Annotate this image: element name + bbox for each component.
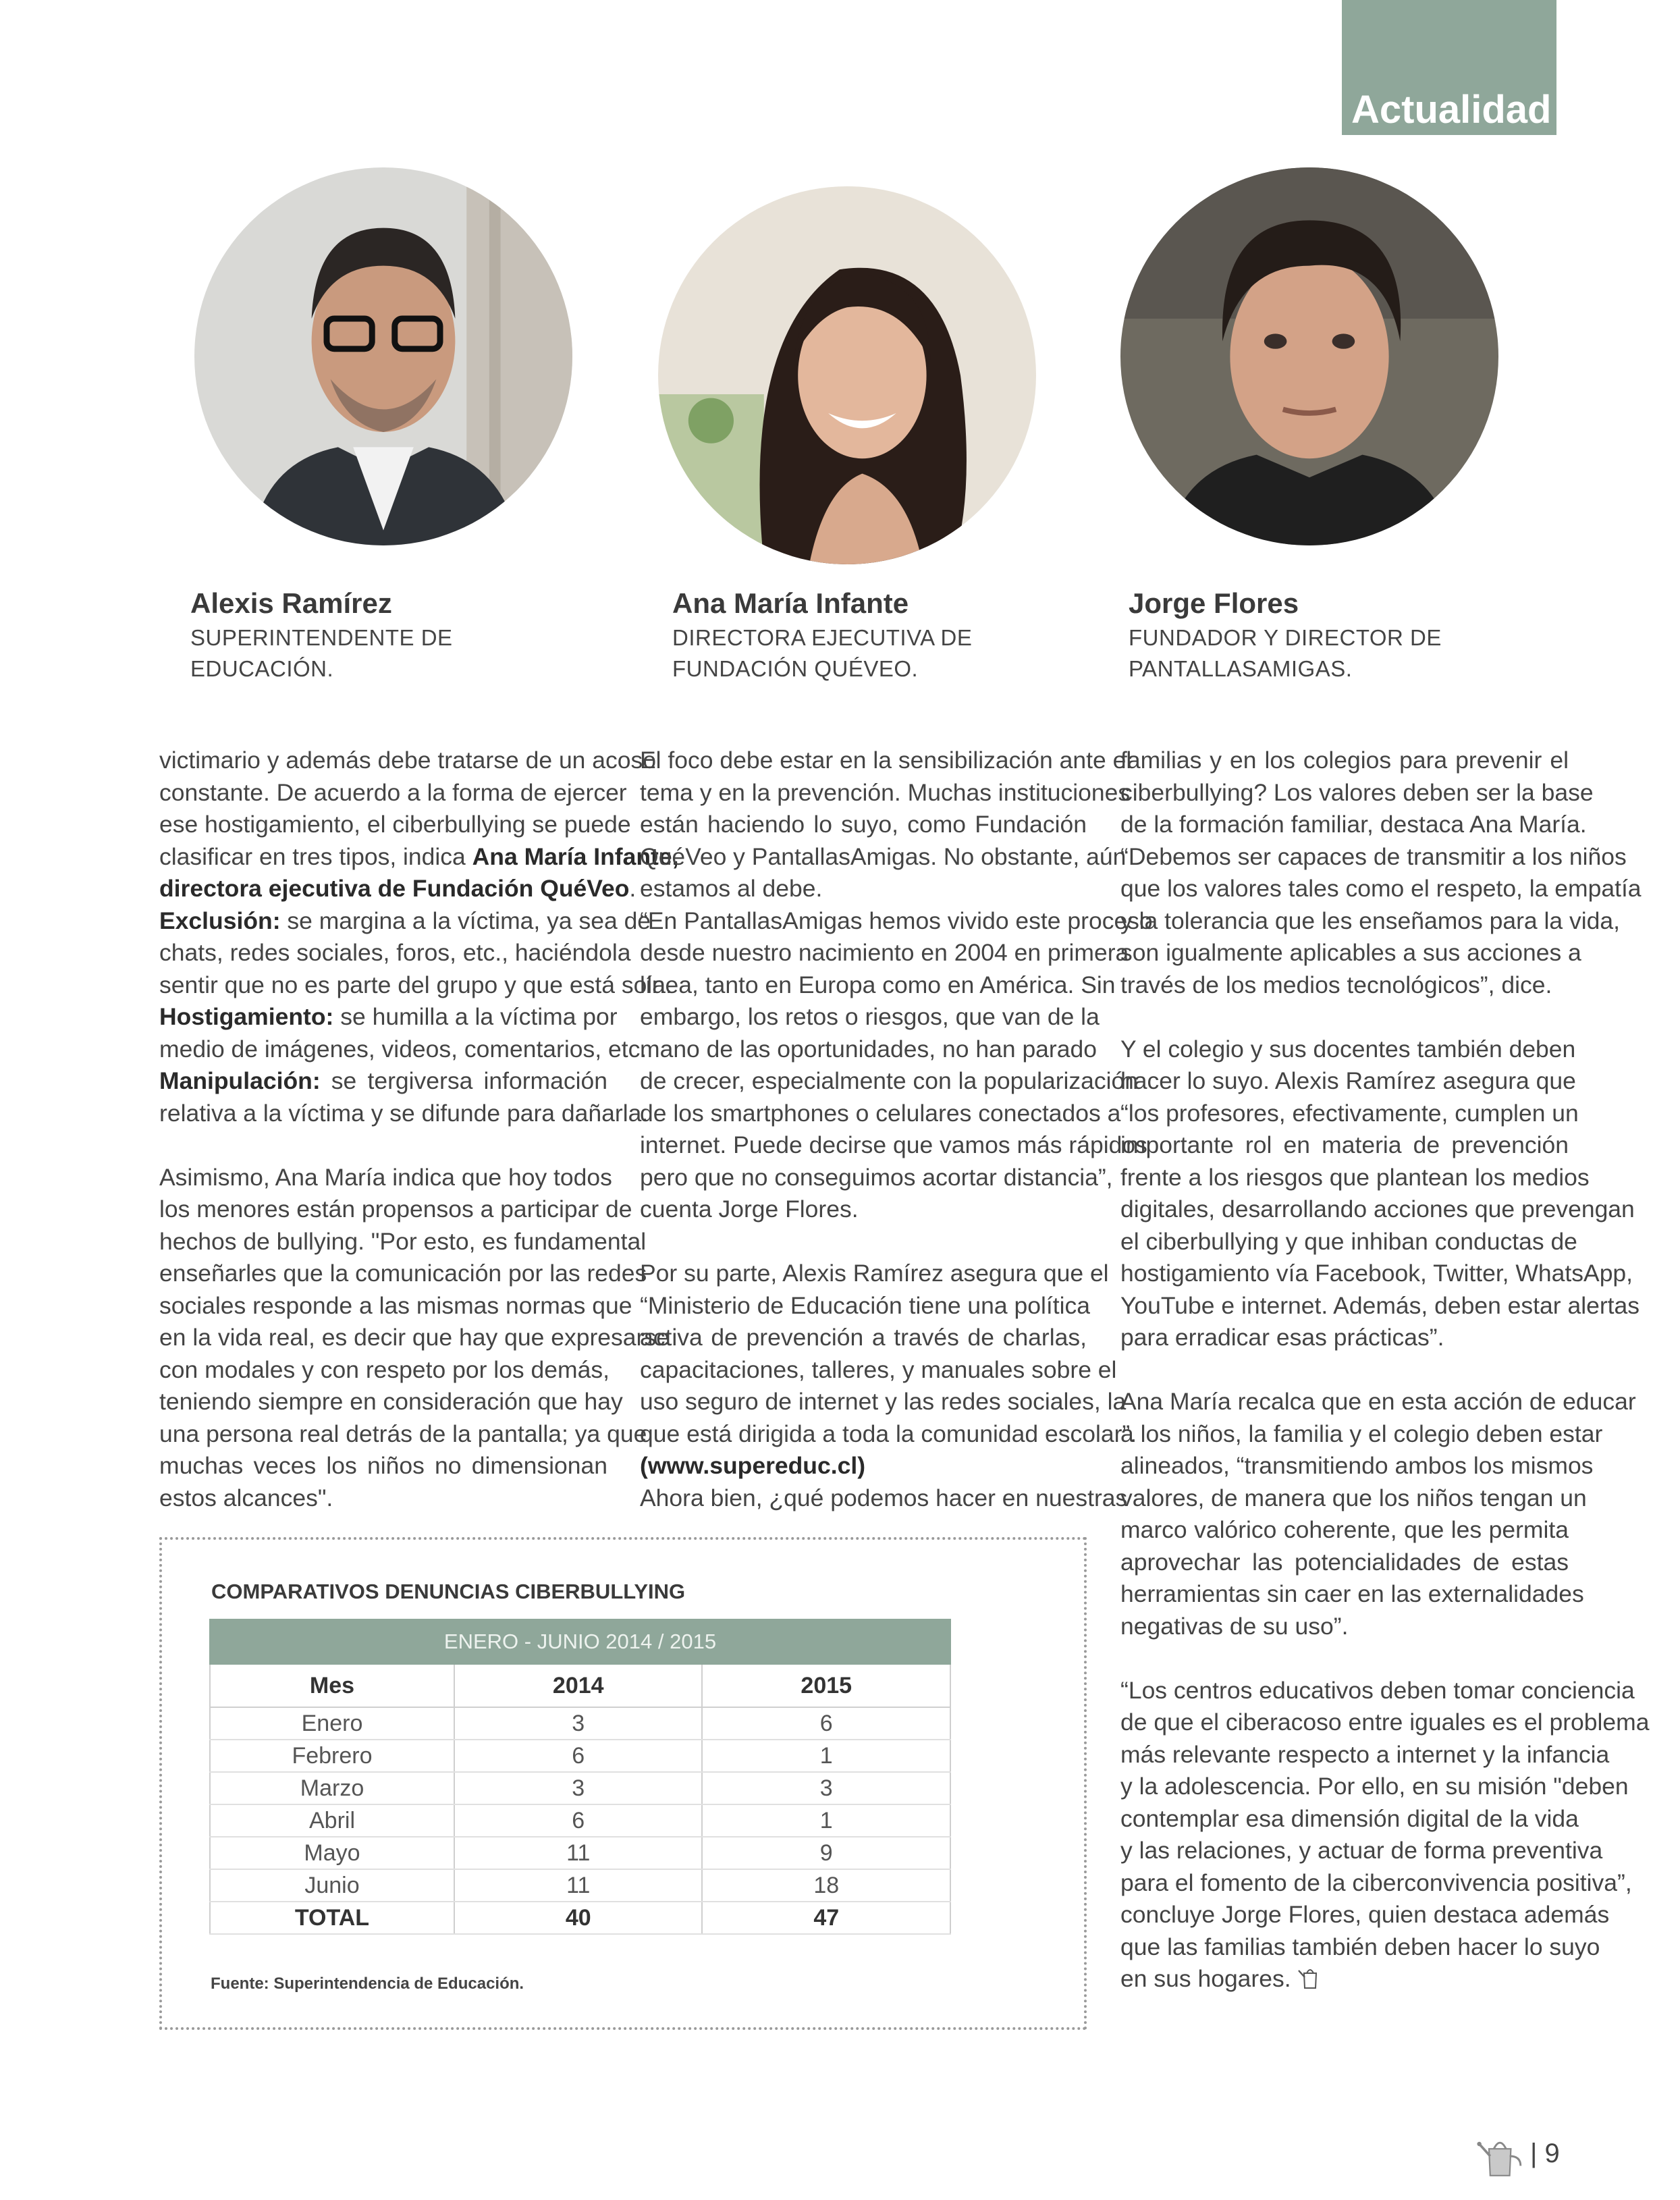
text-line xyxy=(640,1162,1113,1194)
page-number: | 9 xyxy=(1530,2139,1560,2168)
text-line xyxy=(159,969,672,1002)
text-run: a los niños, la familia y el colegio deben estar xyxy=(1120,1420,1603,1447)
text-run: alineados, “transmitiendo ambos los mismos xyxy=(1120,1452,1594,1479)
text-run: tema y en la prevención. Muchas instituciones xyxy=(640,778,1131,806)
text-line xyxy=(1120,1034,1576,1066)
person-role xyxy=(190,622,595,685)
text-line xyxy=(1120,809,1587,841)
text-run: cuenta Jorge Flores. xyxy=(640,1196,859,1223)
count-cell: 1 xyxy=(702,1740,950,1772)
text-run: contemplar esa dimensión digital de la vida xyxy=(1120,1804,1579,1832)
person-role-line: FUNDACIÓN QUÉVEO. xyxy=(672,656,919,681)
text-run: Ahora bien, ¿qué podemos hacer en nuestras xyxy=(640,1484,1128,1511)
text-run: valores, de manera que los niños tengan un xyxy=(1120,1484,1587,1511)
text-run: aprovechar las potencialidades de estas xyxy=(1120,1548,1569,1576)
person-role-line: SUPERINTENDENTE DE EDUCACIÓN. xyxy=(190,625,453,681)
text-line xyxy=(1120,1578,1584,1611)
text-run: los menores están propensos a participar de xyxy=(159,1196,632,1223)
text-run: concluye Jorge Flores, quien destaca además xyxy=(1120,1901,1610,1928)
text-run: YouTube e internet. Además, deben estar alertas xyxy=(1120,1291,1640,1319)
text-line xyxy=(1120,1611,1569,1643)
text-line xyxy=(640,937,1129,969)
count-cell: 1 xyxy=(702,1804,950,1837)
text-run: y la tolerancia que les enseñamos para la vida, xyxy=(1120,907,1621,934)
text-line xyxy=(1120,1450,1594,1482)
text-line xyxy=(640,809,1087,841)
text-run: hechos de bullying. "Por esto, es fundamental xyxy=(159,1227,647,1255)
person-name: Jorge Flores xyxy=(1129,587,1299,619)
text-line xyxy=(640,1450,1087,1482)
text-run: digitales, desarrollando acciones que prevengan xyxy=(1120,1196,1635,1223)
text-line xyxy=(640,873,1087,905)
person-role-line: DIRECTORA EJECUTIVA DE xyxy=(672,625,973,650)
text-run: internet. Puede decirse que vamos más rápidos xyxy=(640,1131,1147,1158)
table-row xyxy=(210,1740,950,1772)
table-row xyxy=(210,1772,950,1804)
text-line xyxy=(159,1418,647,1451)
text-line xyxy=(1120,1771,1629,1803)
text-line xyxy=(640,1322,1087,1354)
table-title: COMPARATIVOS DENUNCIAS CIBERBULLYING xyxy=(211,1580,686,1603)
text-line xyxy=(640,1098,1121,1130)
text-run: desde nuestro nacimiento en 2004 en primera xyxy=(640,939,1129,966)
person-role xyxy=(1129,622,1534,685)
text-line xyxy=(1120,1963,1569,1995)
text-run: importante rol en materia de prevención xyxy=(1120,1131,1569,1158)
text-run: hostigamiento vía Facebook, Twitter, WhatsApp, xyxy=(1120,1260,1633,1287)
text-line xyxy=(159,1226,647,1258)
person-role xyxy=(672,622,1077,685)
month-cell: Enero xyxy=(210,1707,454,1740)
text-line xyxy=(159,1386,623,1418)
table-subtitle: ENERO - JUNIO 2014 / 2015 xyxy=(209,1619,951,1665)
text-run: QuéVeo y PantallasAmigas. No obstante, aún xyxy=(640,842,1127,870)
month-cell: Febrero xyxy=(210,1740,454,1772)
text-line xyxy=(1120,1226,1577,1258)
text-line xyxy=(1120,777,1594,809)
count-cell: 3 xyxy=(454,1707,702,1740)
text-run: activa de prevención a través de charlas, xyxy=(640,1324,1087,1351)
text-run: con modales y con respeto por los demás, xyxy=(159,1356,609,1383)
text-run: el ciberbullying y que inhiban conductas de xyxy=(1120,1227,1577,1255)
text-run: una persona real detrás de la pantalla; ya que xyxy=(159,1420,647,1447)
text-line xyxy=(640,1193,1087,1226)
text-line xyxy=(1120,1418,1603,1451)
text-run: negativas de su uso”. xyxy=(1120,1612,1349,1640)
text-line xyxy=(640,745,1132,777)
count-cell: 18 xyxy=(702,1869,950,1902)
text-line xyxy=(640,1129,1147,1162)
text-run: de crecer, especialmente con la popularización xyxy=(640,1067,1139,1094)
bold-run: Ana María Infante, xyxy=(472,842,679,870)
text-run: familias y en los colegios para prevenir el xyxy=(1120,747,1569,774)
text-line xyxy=(159,1098,649,1130)
text-line xyxy=(159,873,636,905)
text-line xyxy=(1120,745,1569,777)
text-line xyxy=(640,1034,1097,1066)
bold-run: directora ejecutiva de Fundación QuéVeo xyxy=(159,875,630,902)
text-run: . xyxy=(629,875,636,902)
text-run: y la adolescencia. Por ello, en su misión "deben xyxy=(1120,1773,1629,1800)
portrait-jorge-flores xyxy=(1120,167,1498,545)
text-run: enseñarles que la comunicación por las redes xyxy=(159,1260,647,1287)
text-line xyxy=(1120,1193,1635,1226)
text-run: medio de imágenes, videos, comentarios, etc. xyxy=(159,1035,647,1063)
text-run: de los smartphones o celulares conectados a xyxy=(640,1099,1121,1127)
text-line xyxy=(159,1450,607,1482)
text-line xyxy=(1120,1707,1650,1739)
text-line xyxy=(1120,1098,1579,1130)
table-row xyxy=(210,1804,950,1837)
text-line xyxy=(640,969,1116,1002)
text-line xyxy=(159,1322,670,1354)
text-line xyxy=(1120,1065,1576,1098)
text-run: frente a los riesgos que plantean los medios xyxy=(1120,1163,1590,1191)
paragraph-gap xyxy=(640,1226,1087,1258)
text-run: embargo, los retos o riesgos, que van de la xyxy=(640,1003,1100,1030)
text-line xyxy=(159,1162,612,1194)
text-line xyxy=(640,1001,1100,1034)
text-line xyxy=(640,905,1153,938)
text-line xyxy=(159,777,627,809)
text-run: uso seguro de internet y las redes sociales, la xyxy=(640,1388,1127,1415)
text-run: más relevante respecto a internet y la infancia xyxy=(1120,1740,1610,1768)
end-mark-watering-can-icon xyxy=(1297,1965,1324,1992)
text-run: sociales responde a las mismas normas que xyxy=(159,1291,632,1319)
text-line xyxy=(1120,1258,1633,1290)
text-run: estamos al debe. xyxy=(640,875,823,902)
text-run: de la formación familiar, destaca Ana María. xyxy=(1120,811,1587,838)
text-run: Asimismo, Ana María indica que hoy todos xyxy=(159,1163,612,1191)
complaints-table xyxy=(209,1665,951,1935)
header-2015: 2015 xyxy=(702,1665,950,1707)
text-line xyxy=(159,1001,618,1034)
text-line xyxy=(159,1193,632,1226)
text-run: ciberbullying? Los valores deben ser la base xyxy=(1120,778,1594,806)
text-line xyxy=(640,1482,1128,1515)
text-line xyxy=(1120,1322,1569,1354)
text-run: victimario y además debe tratarse de un acoso xyxy=(159,747,657,774)
text-run: muchas veces los niños no dimensionan xyxy=(159,1452,607,1479)
text-run: en sus hogares. xyxy=(1120,1965,1298,1992)
text-run: que los valores tales como el respeto, la empatía xyxy=(1120,875,1642,902)
text-run: se tergiversa información xyxy=(320,1067,607,1094)
bold-run: Exclusión: xyxy=(159,907,281,934)
month-cell: Marzo xyxy=(210,1772,454,1804)
person-name: Alexis Ramírez xyxy=(190,587,392,619)
bold-run: Hostigamiento: xyxy=(159,1003,334,1030)
header-2014: 2014 xyxy=(454,1665,702,1707)
text-line xyxy=(1120,1386,1636,1418)
text-run: línea, tanto en Europa como en América. Sin xyxy=(640,971,1116,998)
text-line xyxy=(640,1418,1137,1451)
text-line xyxy=(159,1065,607,1098)
text-run: capacitaciones, talleres, y manuales sobre el xyxy=(640,1356,1117,1383)
count-cell: 11 xyxy=(454,1837,702,1869)
text-run: mano de las oportunidades, no han parado xyxy=(640,1035,1097,1063)
text-run: Por su parte, Alexis Ramírez asegura que el xyxy=(640,1260,1109,1287)
text-line xyxy=(159,1354,607,1387)
paragraph-gap xyxy=(1120,1001,1569,1034)
person-name: Ana María Infante xyxy=(672,587,909,619)
table-row xyxy=(210,1837,950,1869)
text-line xyxy=(1120,1482,1587,1515)
person-role-line: FUNDADOR Y DIRECTOR DE xyxy=(1129,625,1442,650)
text-line xyxy=(640,777,1131,809)
text-run: estos alcances". xyxy=(159,1484,333,1511)
text-line xyxy=(159,1258,647,1290)
text-line xyxy=(1120,937,1581,969)
text-line xyxy=(1120,1899,1610,1931)
total-cell: 40 xyxy=(454,1902,702,1934)
article-column-1 xyxy=(159,745,679,1514)
count-cell: 6 xyxy=(454,1804,702,1837)
text-run: se margina a la víctima, ya sea de xyxy=(280,907,651,934)
text-run: “los profesores, efectivamente, cumplen un xyxy=(1120,1099,1579,1127)
total-cell: 47 xyxy=(702,1902,950,1934)
paragraph-gap xyxy=(1120,1354,1569,1387)
count-cell: 3 xyxy=(454,1772,702,1804)
text-run: relativa a la víctima y se difunde para dañarla. xyxy=(159,1099,649,1127)
text-line xyxy=(1120,841,1627,874)
text-run: y las relaciones, y actuar de forma preventiva xyxy=(1120,1837,1603,1864)
table-total-row xyxy=(210,1902,950,1934)
count-cell: 6 xyxy=(702,1707,950,1740)
text-line xyxy=(1120,1675,1635,1707)
text-run: teniendo siempre en consideración que hay xyxy=(159,1388,623,1415)
text-line xyxy=(1120,873,1642,905)
text-run: “Debemos ser capaces de transmitir a los niños xyxy=(1120,842,1627,870)
table-source: Fuente: Superintendencia de Educación. xyxy=(211,1975,524,1993)
text-line xyxy=(159,937,631,969)
person-role-line: PANTALLASAMIGAS. xyxy=(1129,656,1353,681)
text-line xyxy=(159,841,679,874)
text-run: marco valórico coherente, que les permita xyxy=(1120,1516,1569,1543)
count-cell: 9 xyxy=(702,1837,950,1869)
paragraph-gap xyxy=(1120,1642,1569,1675)
text-run: Y el colegio y sus docentes también deben xyxy=(1120,1035,1576,1063)
text-run: clasificar en tres tipos, indica xyxy=(159,842,472,870)
text-line xyxy=(1120,1547,1569,1579)
text-line xyxy=(1120,1803,1579,1835)
table-header-row xyxy=(210,1665,950,1707)
table-row xyxy=(210,1707,950,1740)
text-line xyxy=(1120,1835,1603,1867)
count-cell: 3 xyxy=(702,1772,950,1804)
text-run: herramientas sin caer en las externalidades xyxy=(1120,1580,1584,1607)
text-run: “Los centros educativos deben tomar conciencia xyxy=(1120,1676,1635,1704)
text-run: “En PantallasAmigas hemos vivido este proceso xyxy=(640,907,1153,934)
text-run: sentir que no es parte del grupo y que está sola. xyxy=(159,971,672,998)
text-run: que está dirigida a toda la comunidad escolar”. xyxy=(640,1420,1137,1447)
text-run: de que el ciberacoso entre iguales es el problema xyxy=(1120,1709,1650,1736)
text-line xyxy=(159,745,657,777)
article-column-2 xyxy=(640,745,1153,1514)
paragraph-gap xyxy=(159,1129,607,1162)
text-line xyxy=(1120,1514,1569,1547)
text-line xyxy=(1120,969,1569,1002)
text-run: constante. De acuerdo a la forma de ejercer xyxy=(159,778,627,806)
header-month: Mes xyxy=(210,1665,454,1707)
section-tab xyxy=(1342,0,1556,135)
portrait-ana-maria-infante xyxy=(658,186,1036,564)
text-run: en la vida real, es decir que hay que expresarse xyxy=(159,1324,670,1351)
text-line xyxy=(159,809,631,841)
count-cell: 6 xyxy=(454,1740,702,1772)
text-run: El foco debe estar en la sensibilización ante el xyxy=(640,747,1132,774)
text-line xyxy=(1120,1129,1569,1162)
portrait-alexis-ramirez xyxy=(194,167,572,545)
total-label: TOTAL xyxy=(210,1902,454,1934)
table-row xyxy=(210,1869,950,1902)
text-line xyxy=(159,1290,632,1322)
watering-can-icon xyxy=(1477,2132,1525,2180)
bold-run: (www.supereduc.cl) xyxy=(640,1452,866,1479)
text-line xyxy=(640,1290,1090,1322)
month-cell: Abril xyxy=(210,1804,454,1837)
text-run: que las familias también deben hacer lo suyo xyxy=(1120,1933,1600,1960)
text-line xyxy=(1120,1931,1600,1964)
section-title: Actualidad xyxy=(1351,88,1552,132)
text-run: se humilla a la víctima por xyxy=(333,1003,618,1030)
text-line xyxy=(640,1065,1139,1098)
text-run: están haciendo lo suyo, como Fundación xyxy=(640,811,1087,838)
text-run: Ana María recalca que en esta acción de educar xyxy=(1120,1388,1636,1415)
text-run: pero que no conseguimos acortar distancia”, xyxy=(640,1163,1113,1191)
text-line xyxy=(1120,1162,1590,1194)
text-line xyxy=(640,1258,1109,1290)
text-run: para el fomento de la ciberconvivencia positiva”, xyxy=(1120,1869,1632,1896)
text-line xyxy=(1120,1867,1632,1900)
text-line xyxy=(1120,905,1621,938)
text-run: “Ministerio de Educación tiene una política xyxy=(640,1291,1090,1319)
text-run: chats, redes sociales, foros, etc., haciéndola xyxy=(159,939,631,966)
text-line xyxy=(159,905,651,938)
count-cell: 11 xyxy=(454,1869,702,1902)
month-cell: Junio xyxy=(210,1869,454,1902)
text-run: través de los medios tecnológicos”, dice. xyxy=(1120,971,1552,998)
text-line xyxy=(159,1034,647,1066)
article-column-3 xyxy=(1120,745,1650,1995)
text-run: hacer lo suyo. Alexis Ramírez asegura que xyxy=(1120,1067,1576,1094)
bold-run: Manipulación: xyxy=(159,1067,321,1094)
text-line xyxy=(640,1354,1117,1387)
text-run: para erradicar esas prácticas”. xyxy=(1120,1324,1444,1351)
text-line xyxy=(640,1386,1127,1418)
text-run: ese hostigamiento, el ciberbullying se puede xyxy=(159,811,631,838)
text-run: son igualmente aplicables a sus acciones a xyxy=(1120,939,1581,966)
text-line xyxy=(1120,1290,1640,1322)
month-cell: Mayo xyxy=(210,1837,454,1869)
text-line xyxy=(640,841,1127,874)
text-line xyxy=(1120,1739,1610,1771)
text-line xyxy=(159,1482,607,1515)
